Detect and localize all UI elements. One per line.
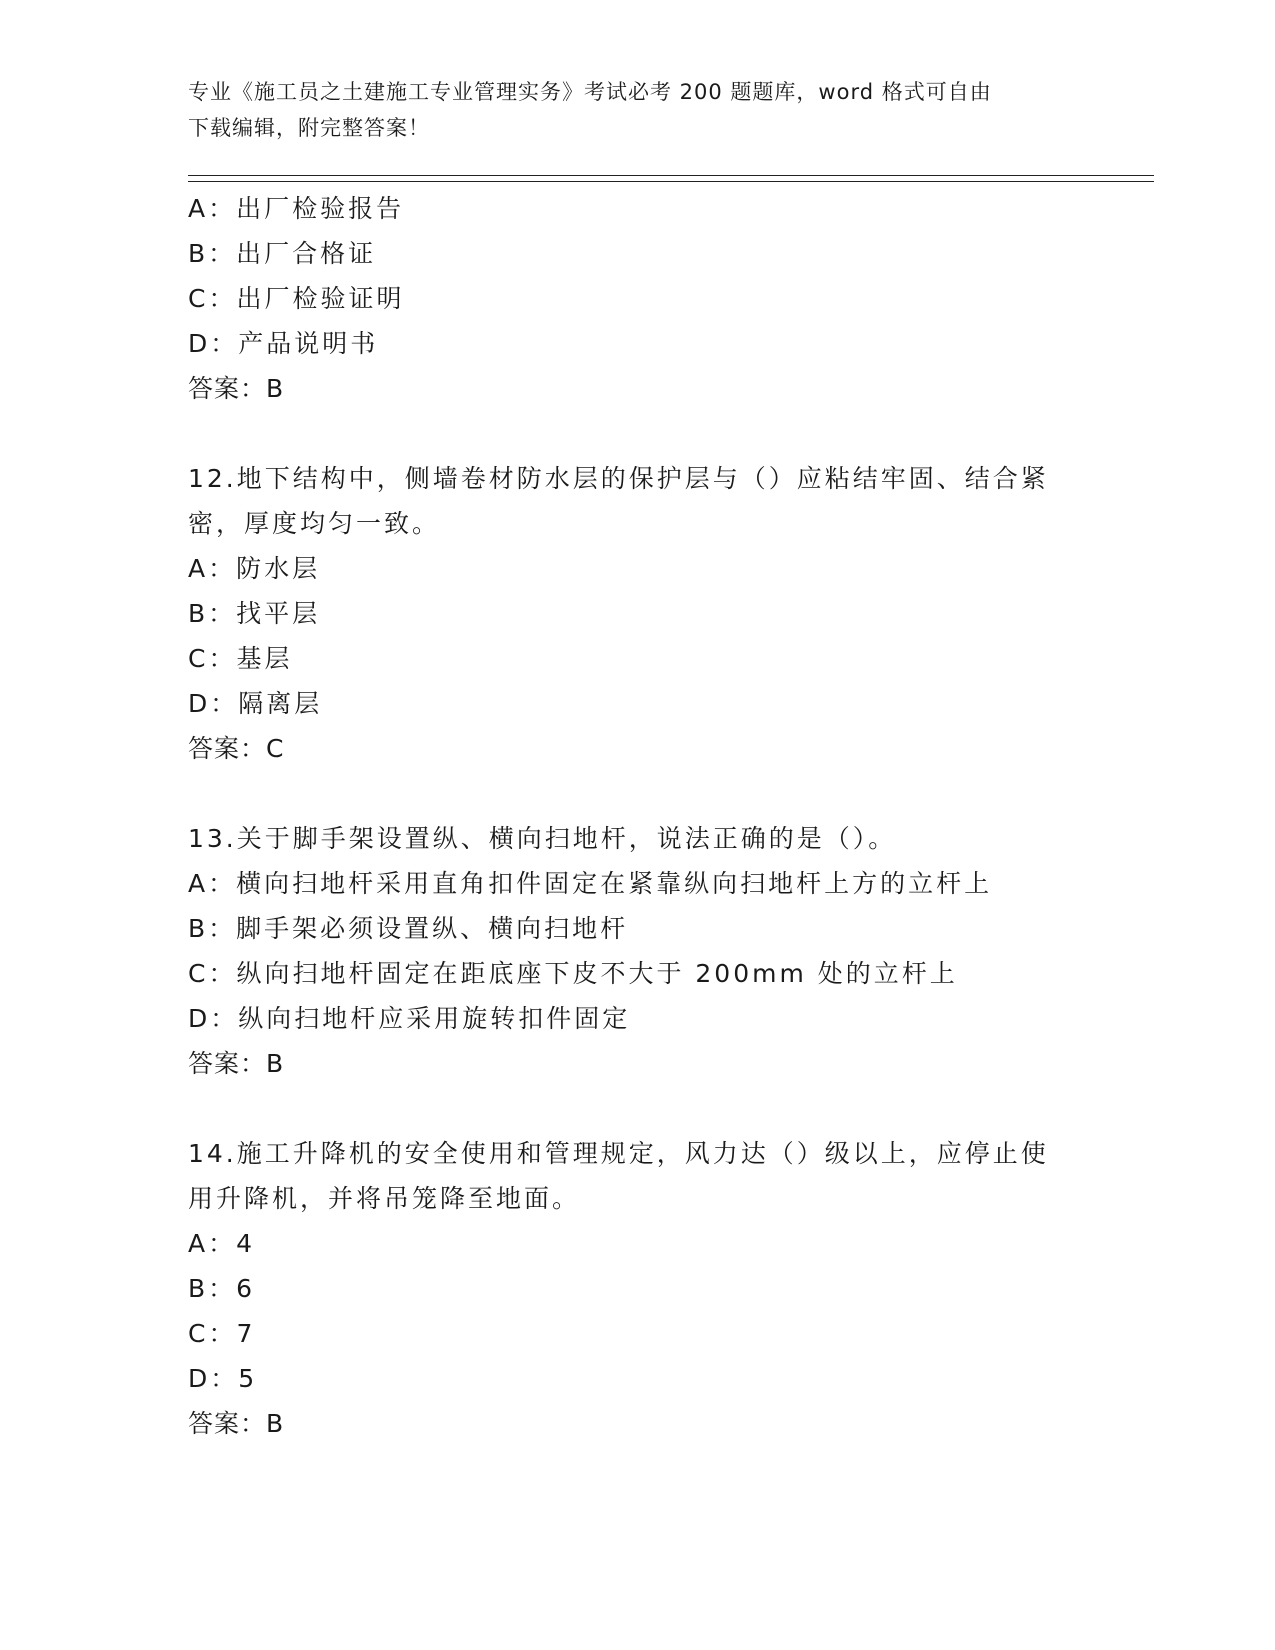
q14-option-b: B：6	[188, 1274, 256, 1303]
q13-option-b: B：脚手架必须设置纵、横向扫地杆	[188, 914, 629, 943]
q11-option-d: D：产品说明书	[188, 329, 379, 358]
header-divider-bottom	[188, 181, 1154, 182]
q13-question-line-1: 13.关于脚手架设置纵、横向扫地杆，说法正确的是（）。	[188, 824, 897, 853]
q14-option-a: A：4	[188, 1229, 256, 1258]
q14-question-line-2: 用升降机，并将吊笼降至地面。	[188, 1184, 581, 1213]
q11-answer: 答案：B	[188, 374, 285, 403]
q11-option-a: A：出厂检验报告	[188, 194, 405, 223]
q12-option-b: B：找平层	[188, 599, 321, 628]
q12-question-line-1: 12.地下结构中，侧墙卷材防水层的保护层与（）应粘结牢固、结合紧	[188, 464, 1049, 493]
document-header	[188, 74, 1088, 146]
header-line-1: 专业《施工员之土建施工专业管理实务》考试必考 200 题题库，word 格式可自由	[188, 80, 992, 104]
q11-option-c: C：出厂检验证明	[188, 284, 405, 313]
q13-option-a: A：横向扫地杆采用直角扣件固定在紧靠纵向扫地杆上方的立杆上	[188, 869, 993, 898]
q12-option-c: C：基层	[188, 644, 293, 673]
header-line-2: 下载编辑，附完整答案！	[188, 116, 430, 140]
header-divider-top	[188, 175, 1154, 176]
q12-option-d: D：隔离层	[188, 689, 323, 718]
q11-option-b: B：出厂合格证	[188, 239, 377, 268]
q13-answer: 答案：B	[188, 1049, 285, 1078]
q14-option-c: C：7	[188, 1319, 256, 1348]
q14-option-d: D：5	[188, 1364, 258, 1393]
q14-question-line-1: 14.施工升降机的安全使用和管理规定，风力达（）级以上，应停止使	[188, 1139, 1049, 1168]
q12-question-line-2: 密，厚度均匀一致。	[188, 509, 441, 538]
q13-option-d: D：纵向扫地杆应采用旋转扣件固定	[188, 1004, 631, 1033]
q12-answer: 答案：C	[188, 734, 285, 763]
q12-option-a: A：防水层	[188, 554, 321, 583]
q14-answer: 答案：B	[188, 1409, 285, 1438]
q13-option-c: C：纵向扫地杆固定在距底座下皮不大于 200mm 处的立杆上	[188, 959, 958, 988]
